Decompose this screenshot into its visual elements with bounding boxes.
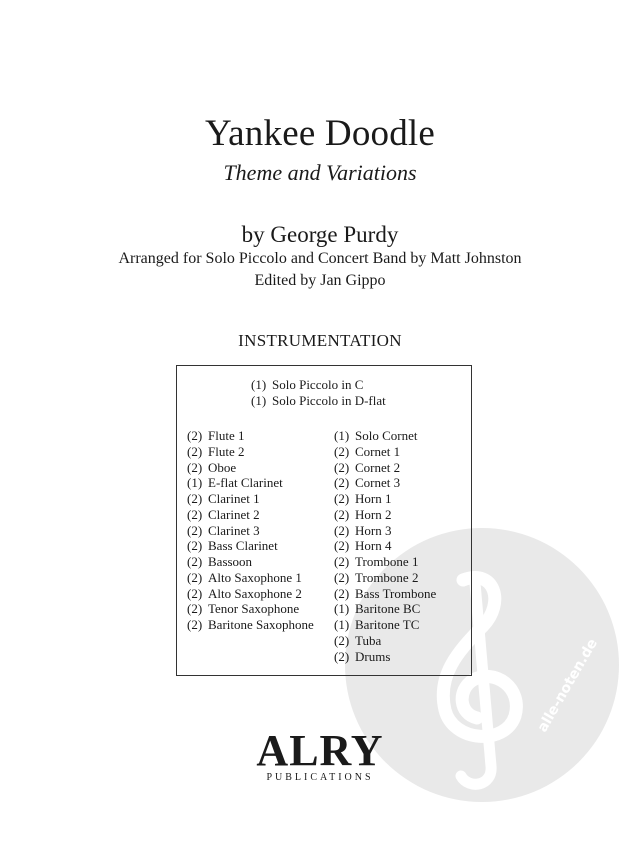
instrument-quantity: (1) [334, 601, 350, 617]
publisher-logo: ALRY [256, 726, 384, 775]
watermark-text: alle-noten.de [534, 636, 601, 735]
instrument-quantity: (2) [187, 554, 203, 569]
instrument-quantity: (2) [334, 538, 350, 554]
instrument-name: Baritone TC [355, 617, 420, 632]
instrument-quantity: (2) [334, 554, 350, 569]
instrument-quantity: (2) [334, 443, 350, 459]
subtitle: Theme and Variations [223, 160, 417, 185]
instrument-item [334, 507, 391, 522]
instrument-name: Cornet 1 [355, 443, 401, 459]
instrument-name: Tuba [355, 632, 382, 648]
instrument-quantity: (2) [187, 617, 203, 632]
instrument-name: Solo Piccolo in C [272, 377, 364, 392]
instrument-quantity: (2) [187, 522, 203, 538]
instrument-quantity: (1) [334, 617, 350, 632]
instrument-quantity: (2) [187, 459, 203, 475]
instrument-quantity: (2) [334, 569, 350, 585]
instrument-item [334, 601, 420, 616]
instrument-quantity: (2) [187, 538, 203, 554]
instrument-item [187, 586, 302, 601]
instrument-name: Cornet 2 [355, 459, 401, 475]
instrument-item [187, 475, 283, 490]
instrument-quantity: (2) [187, 491, 203, 506]
instrument-name: Drums [355, 648, 391, 664]
title: Yankee Doodle [204, 113, 436, 154]
instrument-item [187, 570, 302, 585]
instrument-quantity: (2) [334, 648, 350, 664]
instrument-name: Trombone 2 [355, 569, 419, 585]
publisher-division: PUBLICATIONS [266, 772, 374, 783]
instrument-item [251, 377, 363, 392]
instrument-item [334, 538, 391, 553]
arranger-credit: Arranged for Solo Piccolo and Concert Band by Matt Johnston [118, 250, 522, 267]
instrument-name: Cornet 3 [355, 475, 401, 491]
instrument-item [187, 523, 260, 538]
instrument-item [334, 475, 400, 490]
instrument-name: Tenor Saxophone [208, 601, 300, 617]
instrument-name: Clarinet 2 [208, 506, 260, 522]
instrument-name: Bass Clarinet [208, 538, 278, 554]
instrument-quantity: (1) [251, 393, 267, 408]
instrument-item [334, 649, 390, 664]
instrument-item [334, 428, 417, 443]
instrument-quantity: (1) [334, 428, 350, 443]
instrument-item [334, 633, 381, 648]
instrument-item [187, 554, 252, 569]
instrument-name: Horn 2 [355, 506, 392, 522]
instrument-item [334, 570, 418, 585]
instrument-name: Alto Saxophone 1 [208, 569, 302, 585]
instrument-quantity: (2) [187, 585, 203, 601]
instrument-item [334, 523, 391, 538]
instrument-name: Horn 3 [355, 522, 392, 538]
instrument-name: Trombone 1 [355, 554, 419, 569]
instrument-quantity: (2) [334, 491, 350, 506]
instrument-name: Clarinet 3 [208, 522, 260, 538]
instrument-item [187, 460, 236, 475]
instrument-name: Horn 1 [355, 491, 392, 506]
instrument-name: Clarinet 1 [208, 491, 260, 506]
instrument-item [334, 617, 419, 632]
instrument-quantity: (2) [334, 585, 350, 601]
instrument-item [187, 428, 244, 443]
editor-credit: Edited by Jan Gippo [254, 272, 386, 289]
instrument-quantity: (1) [251, 377, 267, 392]
instrument-name: Alto Saxophone 2 [208, 585, 302, 601]
instrumentation-box [176, 365, 472, 676]
instrument-quantity: (2) [187, 569, 203, 585]
instrument-quantity: (2) [187, 601, 203, 617]
instrument-item [334, 554, 418, 569]
instrument-item [334, 444, 400, 459]
instrument-item [187, 538, 278, 553]
instrument-name: Oboe [208, 459, 237, 475]
instrument-item [187, 444, 244, 459]
instrument-item [251, 393, 386, 408]
instrument-quantity: (2) [334, 522, 350, 538]
instrument-name: Baritone BC [355, 601, 421, 617]
instrument-name: Flute 1 [208, 428, 245, 443]
instrument-name: Solo Piccolo in D-flat [272, 393, 386, 408]
instrument-quantity: (2) [334, 459, 350, 475]
instrument-item [187, 507, 260, 522]
instrumentation-heading: INSTRUMENTATION [238, 331, 402, 350]
instrument-name: Bassoon [208, 554, 253, 569]
instrument-name: Bass Trombone [355, 585, 437, 601]
instrument-quantity: (2) [187, 506, 203, 522]
instrument-quantity: (1) [187, 475, 203, 491]
instrument-item [187, 617, 314, 632]
composer-credit: by George Purdy [241, 222, 399, 247]
instrument-item [334, 586, 436, 601]
instrument-quantity: (2) [187, 428, 203, 443]
instrument-quantity: (2) [334, 475, 350, 491]
instrument-item [187, 491, 260, 506]
instrument-name: E-flat Clarinet [208, 475, 283, 491]
instrument-item [334, 491, 391, 506]
instrument-name: Baritone Saxophone [208, 617, 314, 632]
instrument-item [187, 601, 299, 616]
instrument-quantity: (2) [334, 632, 350, 648]
instrument-name: Flute 2 [208, 443, 245, 459]
instrument-quantity: (2) [334, 506, 350, 522]
instrument-name: Solo Cornet [355, 428, 418, 443]
instrument-quantity: (2) [187, 443, 203, 459]
instrument-item [334, 460, 400, 475]
instrument-name: Horn 4 [355, 538, 392, 554]
